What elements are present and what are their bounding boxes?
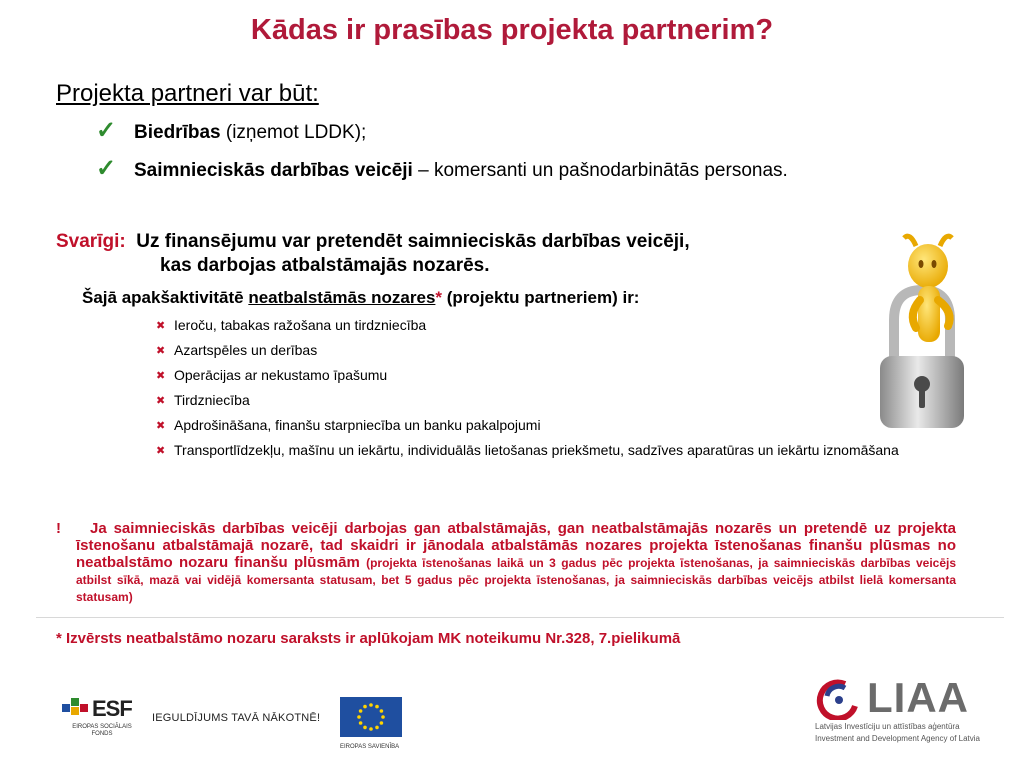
partner-item-businesses (96, 154, 788, 183)
liaa-word: LIAA (867, 674, 969, 721)
liaa-logo-icon (815, 676, 1005, 744)
checkmark-icon: ✓ (96, 155, 117, 182)
excluded-sectors-heading: Šajā apakšaktivitātē neatbalstāmās nozares* (projektu partneriem) ir: (82, 288, 640, 307)
important-line-1: Uz finansējumu var pretendēt saimnieciskās darbības veicēji, (136, 231, 690, 252)
cross-bullet-icon: ✖ (156, 370, 166, 382)
list-item: ✖ Operācijas ar nekustamo īpašumu (156, 367, 388, 383)
divider (36, 617, 1004, 618)
important-note (56, 230, 690, 278)
notice-paragraph (56, 520, 956, 605)
footnote: * Izvērsts neatbalstāmo nozaru saraksts ir aplūkojam MK noteikumu Nr.328, 7.pielikumā (56, 630, 681, 647)
notice-detail: (projekta īstenošanas laikā un 3 gadus pēc projekta īstenošanas, ja saimnieciskās darbības veicējs atbilst sīkā, mazā vai vidējā komersanta statusam, bet 5 gadus pēc projekta īstenošanas, ja saimnieciskās darbības veicējs atbilst lielā komersanta statusam) (76, 556, 957, 604)
list-item: ✖ Transportlīdzekļu, mašīnu un iekārtu, individuālās lietošanas priekšmetu, sadzīves aparatūras un iekārtu iznomāšana (156, 442, 899, 458)
esf-logo-icon (62, 696, 142, 738)
important-label: Svarīgi: (56, 231, 126, 252)
important-line-2: kas darbojas atbalstāmajās nozarēs. (160, 255, 490, 276)
liaa-caption-lv: Latvijas Investīciju un attīstības aģentūra (815, 722, 960, 731)
cross-bullet-icon: ✖ (156, 320, 166, 332)
padlock-figure-icon (870, 228, 970, 443)
eu-flag-icon (340, 697, 402, 750)
eu-caption: EIROPAS SAVIENĪBA (340, 744, 400, 750)
section-subtitle: Projekta partneri var būt: (56, 80, 319, 107)
excluded-sectors-list (156, 317, 916, 467)
cross-bullet-icon: ✖ (156, 345, 166, 357)
list-item: ✖ Ieroču, tabakas ražošana un tirdzniecība (156, 317, 427, 333)
partner-detail: (izņemot LDDK); (220, 122, 367, 143)
list-item: ✖ Apdrošināšana, finanšu starpniecība un banku pakalpojumi (156, 417, 541, 433)
cross-bullet-icon: ✖ (156, 420, 166, 432)
notice-main: Ja saimnieciskās darbības veicēji darbojas gan atbalstāmajās, gan neatbalstāmajās nozarēs un pretendē uz projekta īstenošanu atbalstāmajā nozarē, tad skaidri ir jānodala atbalstāmās nozares projekta īstenošanas finanšu plūsmas no neatbalstāmo nozaru finanšu plūsmām (76, 520, 956, 571)
cross-bullet-icon: ✖ (156, 395, 166, 407)
partner-label: Biedrības (134, 122, 221, 143)
esf-word: ESF (92, 696, 132, 721)
exclamation-mark: ! (56, 520, 61, 537)
partner-label: Saimnieciskās darbības veicēji (134, 160, 413, 181)
list-item: ✖ Azartspēles un derības (156, 342, 318, 358)
page-title: Kādas ir prasības projekta partnerim? (250, 14, 774, 46)
esf-caption: EIROPAS SOCIĀLAIS FONDS (72, 724, 132, 737)
liaa-caption-en: Investment and Development Agency of Latvia (815, 734, 980, 743)
list-item: ✖ Tirdzniecība (156, 392, 250, 408)
partner-detail: – komersanti un pašnodarbinātās personas. (412, 160, 788, 181)
slogan: IEGULDĪJUMS TAVĀ NĀKOTNĒ! (152, 712, 321, 724)
checkmark-icon: ✓ (96, 117, 117, 144)
cross-bullet-icon: ✖ (156, 445, 166, 457)
partner-item-associations (96, 116, 366, 145)
